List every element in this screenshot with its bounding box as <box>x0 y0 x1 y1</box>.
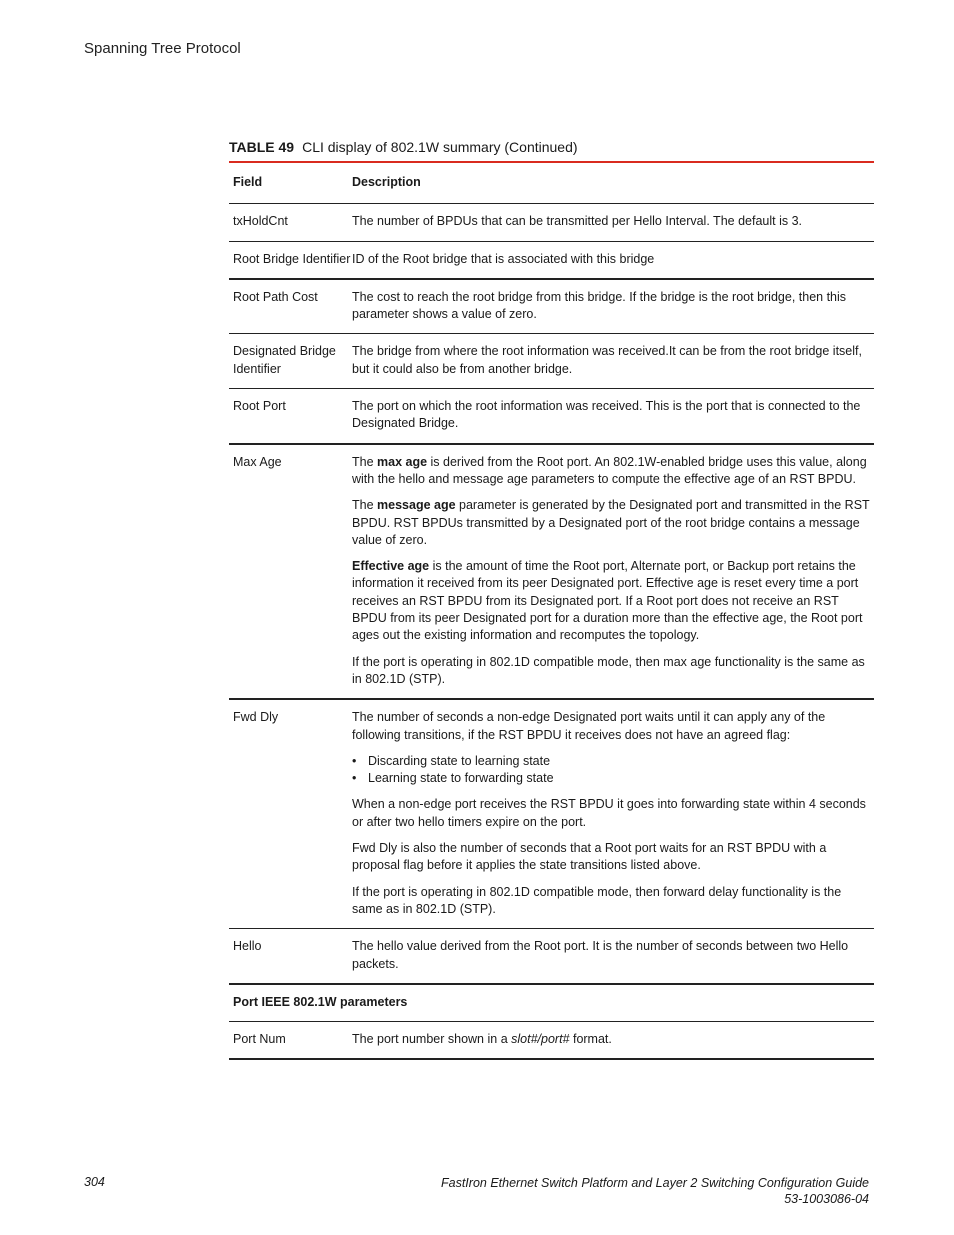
table-row-fwd-dly <box>229 700 874 929</box>
bullet-icon: • <box>352 771 357 786</box>
description-cell: The bridge from where the root information was received.It can be from the root bridge itself, but it could also be from another bridge. <box>352 344 862 376</box>
page-number: 304 <box>84 1175 105 1189</box>
table-row-root-path-cost <box>229 280 874 335</box>
table-row-max-age <box>229 445 874 701</box>
table-header-row <box>229 163 874 204</box>
table-title: CLI display of 802.1W summary (Continued) <box>302 139 578 155</box>
description-cell: The hello value derived from the Root port. It is the number of seconds between two Hello packets. <box>352 939 849 971</box>
table-row-txholdcnt <box>229 204 874 241</box>
description-cell: The port number shown in a slot#/port# format. <box>352 1032 612 1047</box>
field-cell: Hello <box>233 939 262 954</box>
column-header-field: Field <box>233 175 263 189</box>
column-header-description: Description <box>352 175 421 189</box>
list-item: • Learning state to forwarding state <box>352 770 870 787</box>
field-cell: Fwd Dly <box>233 710 279 725</box>
message-age-paragraph: The message age parameter is generated by the Designated port and transmitted in the RST BPDU. RST BPDUs transmitted by a Designated port of the root bridge contains a message value of zero. <box>352 498 870 547</box>
effective-age-paragraph: Effective age is the amount of time the Root port, Alternate port, or Backup port retains the information it received from its peer Designated port. Effective age is reset every time a port receives an RST BPDU from its Designated port. If a Root port does not receive an RST BPDU from its peer Designated port for a duration more than the effective age, the Root port ages out the existing information and recomputes the topology. <box>352 559 863 643</box>
fwd-dly-paragraph: The number of seconds a non-edge Designated port waits until it can apply any of the following transitions, if the RST BPDU it receives does not have an agreed flag: <box>352 710 826 742</box>
table-row-root-port <box>229 389 874 445</box>
table-row-root-bridge-identifier <box>229 242 874 280</box>
table-caption <box>229 138 874 161</box>
field-cell: Root Port <box>233 399 286 414</box>
table-row-hello <box>229 929 874 985</box>
table-number: TABLE 49 <box>229 139 295 155</box>
bullet-icon: • <box>352 753 357 768</box>
forwarding-state-paragraph: When a non-edge port receives the RST BPDU it goes into forwarding state within 4 seconds or after two hello timers expire on the port. <box>352 797 866 829</box>
compatibility-paragraph: If the port is operating in 802.1D compatible mode, then forward delay functionality is the same as in 802.1D (STP). <box>352 884 842 916</box>
transition-list <box>352 753 870 788</box>
field-cell: Max Age <box>233 454 282 469</box>
field-cell: Root Path Cost <box>233 289 318 304</box>
section-row-port-parameters: Port IEEE 802.1W parameters <box>229 985 874 1022</box>
field-cell: Root Bridge Identifier <box>233 251 351 266</box>
table-row-designated-bridge-identifier <box>229 334 874 389</box>
description-cell: The cost to reach the root bridge from this bridge. If the bridge is the root bridge, then this parameter shows a value of zero. <box>352 289 847 322</box>
doc-number: 53-1003086-04 <box>784 1192 869 1206</box>
proposal-flag-paragraph: Fwd Dly is also the number of seconds that a Root port waits for an RST BPDU with a proposal flag before it applies the state transitions listed above. <box>352 841 827 873</box>
guide-title: FastIron Ethernet Switch Platform and Layer 2 Switching Configuration Guide <box>441 1176 869 1190</box>
description-cell: ID of the Root bridge that is associated with this bridge <box>352 251 655 266</box>
field-cell: Designated Bridge Identifier <box>233 344 336 376</box>
running-header: Spanning Tree Protocol <box>84 40 241 57</box>
description-cell: The number of BPDUs that can be transmitted per Hello Interval. The default is 3. <box>352 214 802 229</box>
list-item: • Discarding state to learning state <box>352 753 870 770</box>
field-cell: txHoldCnt <box>233 214 288 229</box>
compatibility-paragraph: If the port is operating in 802.1D compatible mode, then max age functionality is the same as in 802.1D (STP). <box>352 654 865 686</box>
table-row-port-num <box>229 1022 874 1060</box>
cli-summary-table <box>229 138 874 1060</box>
footer-doc-info <box>441 1175 869 1207</box>
field-cell: Port Num <box>233 1032 286 1047</box>
description-cell: The port on which the root information was received. This is the port that is connected to the Designated Bridge. <box>352 399 861 431</box>
max-age-paragraph: The max age is derived from the Root port. An 802.1W-enabled bridge uses this value, along with the hello and message age parameters to compute the effective age of an RST BPDU. <box>352 454 867 486</box>
